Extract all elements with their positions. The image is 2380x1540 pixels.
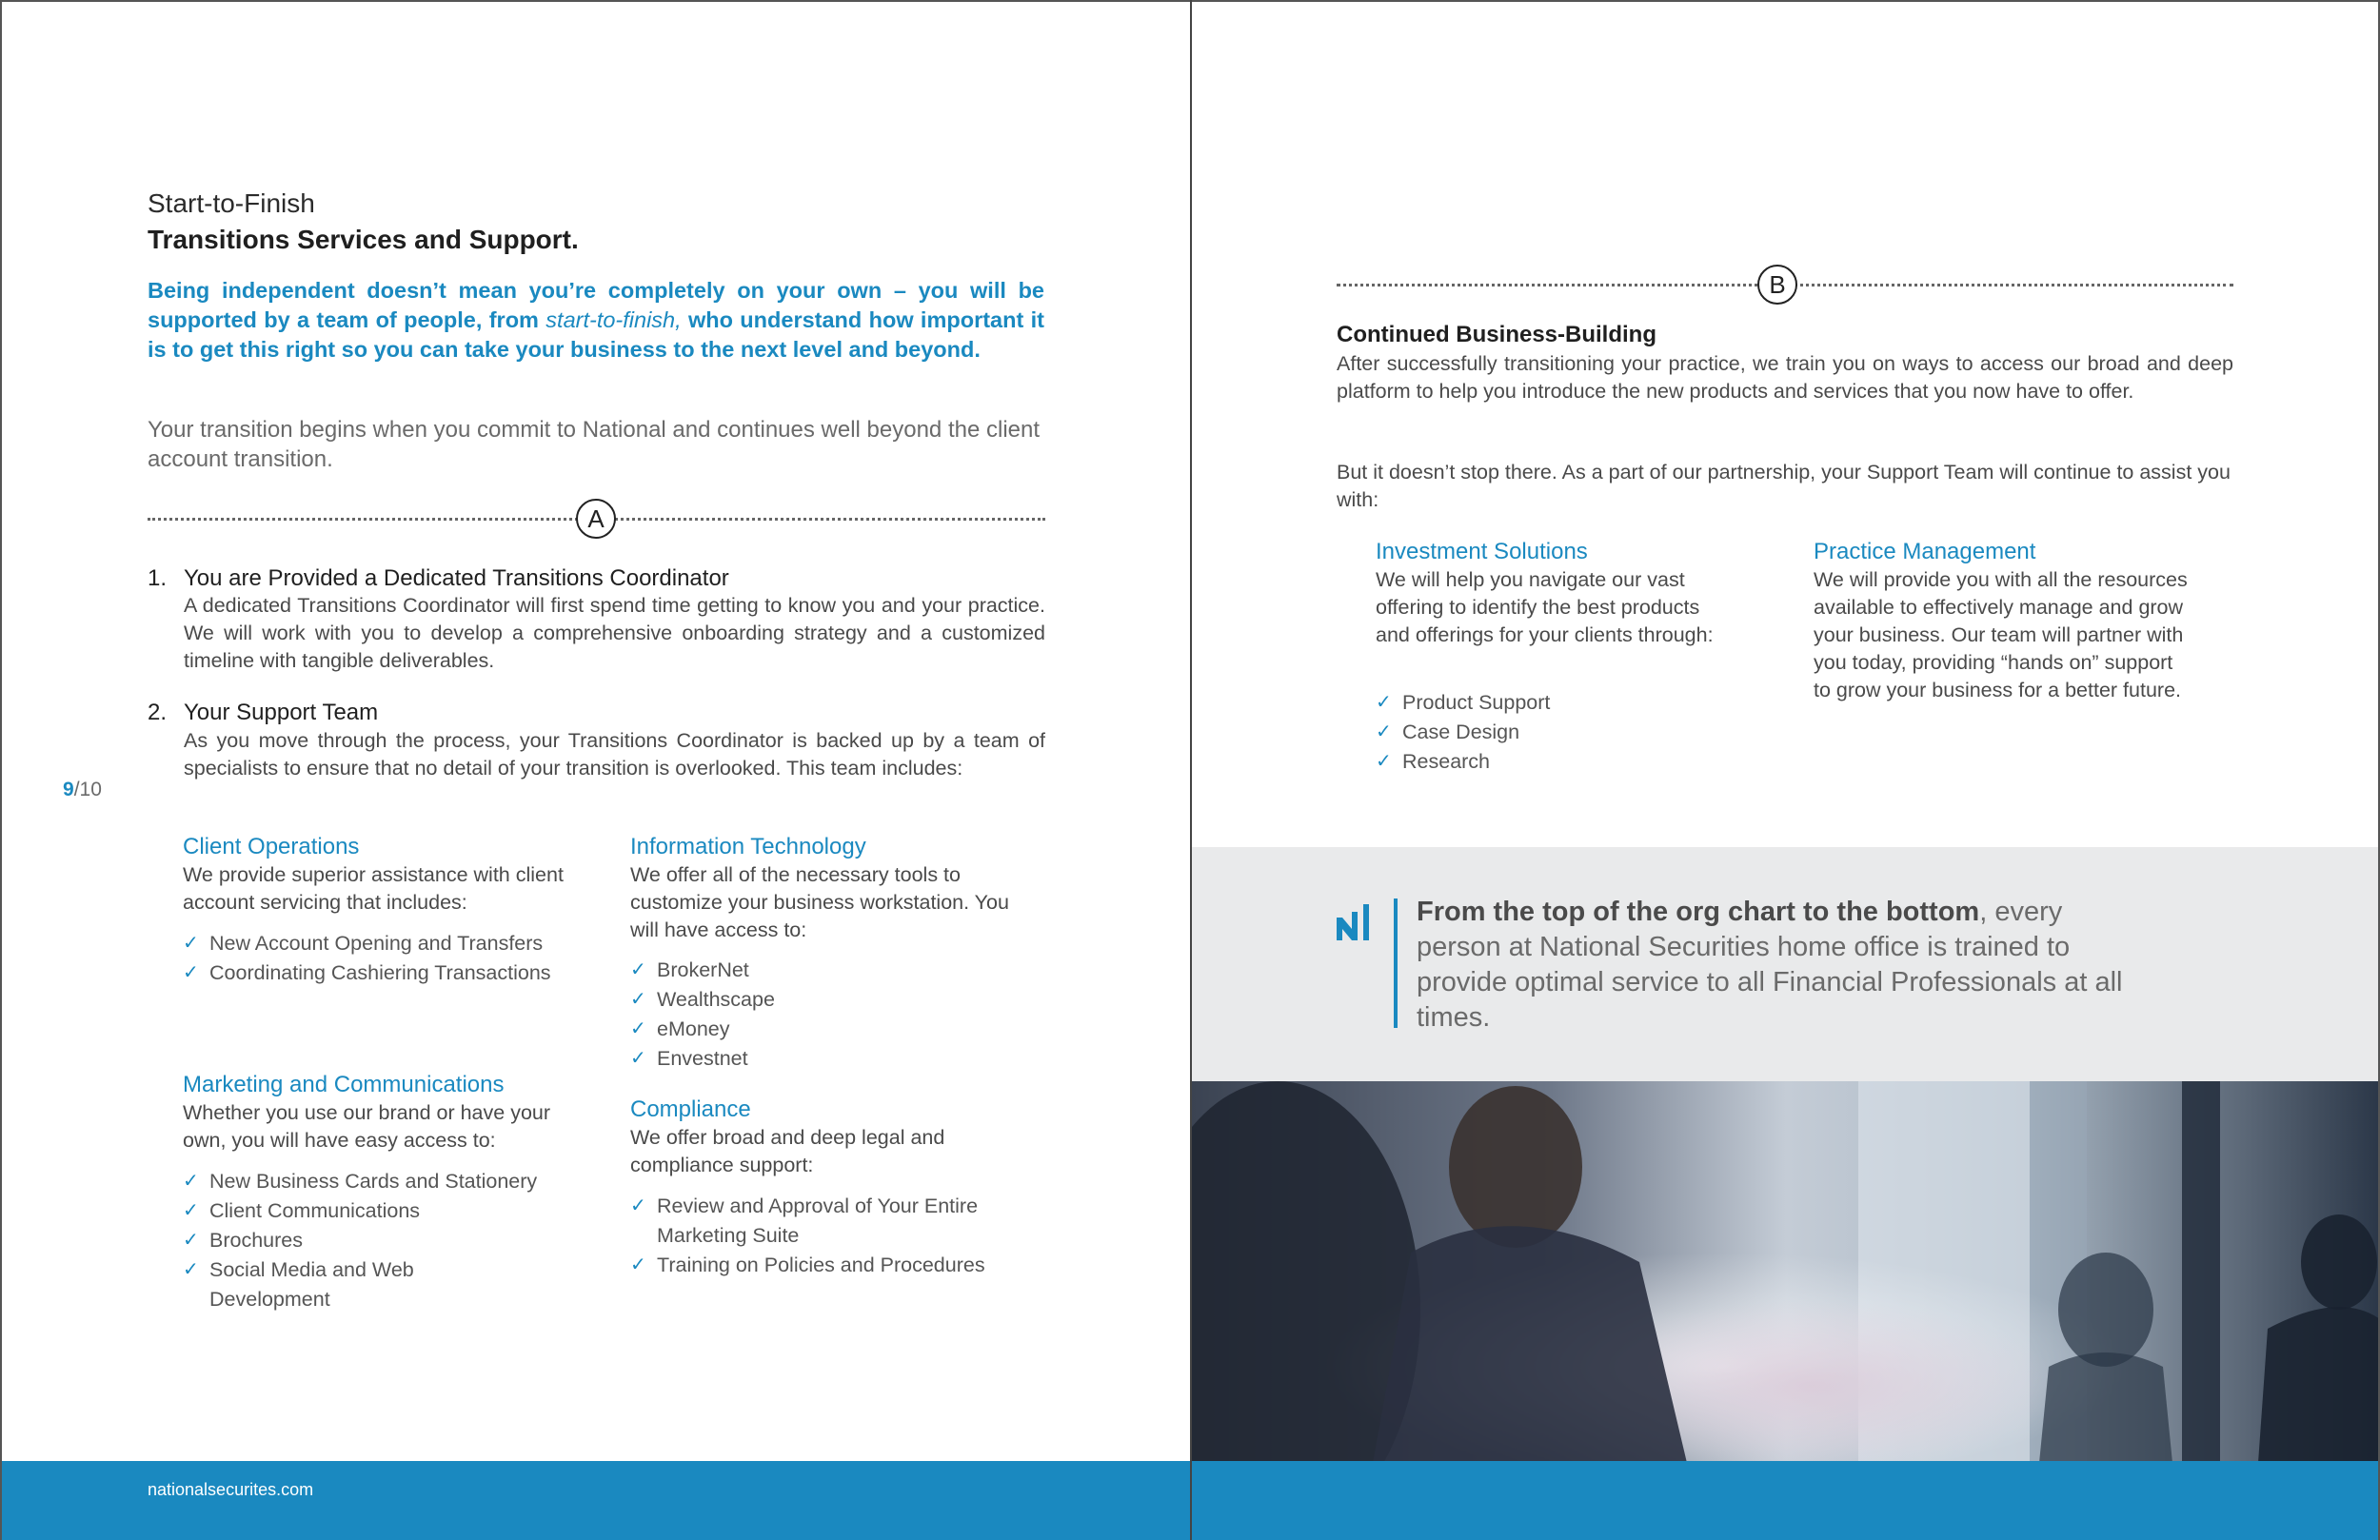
compliance-text: We offer broad and deep legal and compliance support:	[630, 1126, 945, 1176]
lead-paragraph	[148, 276, 1044, 365]
client-operations-list	[183, 929, 573, 988]
item-2-text: As you move through the process, your Transitions Coordinator is backed up by a team of specialists to ensure that no detail of your transition is overlooked. This team includes:	[184, 729, 1045, 780]
footer-bar	[2, 1461, 1190, 1540]
section-kicker: Start-to-Finish	[148, 188, 315, 218]
item-2-heading	[148, 700, 378, 726]
investment-solutions-list	[1376, 688, 1718, 777]
check-icon: ✓	[1376, 692, 1392, 713]
check-icon: ✓	[630, 989, 646, 1010]
page-number-current: 9	[63, 779, 74, 800]
check-icon: ✓	[183, 1259, 199, 1280]
quote-text	[1417, 895, 2140, 1036]
list-item: ✓ Research	[1376, 747, 1718, 777]
list-item: ✓ Envestnet	[630, 1044, 1011, 1074]
information-technology-title: Information Technology	[630, 834, 866, 859]
page-number-total: /10	[73, 779, 102, 800]
lead-text-1: Being independent doesn’t mean you’re completely on your own – you will be supported by a team of people, from	[148, 278, 1044, 332]
list-item: ✓ Training on Policies and Procedures	[630, 1251, 1040, 1280]
compliance-list	[630, 1192, 1040, 1280]
check-icon: ✓	[630, 1254, 646, 1275]
check-icon: ✓	[630, 1018, 646, 1039]
item-1-text: A dedicated Transitions Coordinator will first spend time getting to know you and your practice. We will work with you to develop a comprehensive onboarding strategy and a customized timeline with tangible deliverables.	[184, 594, 1045, 672]
list-item: ✓ Brochures	[183, 1226, 592, 1255]
list-item: ✓ New Account Opening and Transfers	[183, 929, 573, 958]
item-1-heading	[148, 565, 729, 592]
investment-solutions-text: We will help you navigate our vast offering to identify the best products and offerings for your clients through:	[1376, 568, 1714, 646]
section-marker-b: B	[1757, 265, 1797, 305]
item-2-title: Your Support Team	[184, 700, 379, 725]
check-icon: ✓	[183, 933, 199, 954]
information-technology-text: We offer all of the necessary tools to customize your business workstation. You will have access to:	[630, 863, 1009, 941]
marketing-text: Whether you use our brand or have your own, you will have easy access to:	[183, 1101, 551, 1152]
footer-bar-right	[1192, 1461, 2380, 1540]
list-item: ✓ Product Support	[1376, 688, 1718, 718]
compliance-title: Compliance	[630, 1096, 751, 1122]
check-icon: ✓	[630, 959, 646, 980]
national-logo-icon	[1337, 900, 1377, 945]
page-number	[63, 779, 102, 801]
check-icon: ✓	[183, 962, 199, 983]
list-item: ✓ New Business Cards and Stationery	[183, 1167, 592, 1196]
lead-italic: start-to-finish,	[545, 307, 682, 332]
information-technology-list	[630, 956, 1011, 1074]
intro-paragraph: Your transition begins when you commit to National and continues well beyond the client account transition.	[148, 417, 1041, 472]
page-title: Transitions Services and Support.	[148, 225, 579, 254]
check-icon: ✓	[183, 1200, 199, 1221]
business-building-text: After successfully transitioning your practice, we train you on ways to access our broad and deep platform to help you introduce the new products and services that you now have to offer.	[1337, 352, 2233, 403]
right-page	[1192, 0, 2380, 1540]
check-icon: ✓	[1376, 751, 1392, 772]
client-operations-title: Client Operations	[183, 834, 360, 859]
item-1-title: You are Provided a Dedicated Transitions Coordinator	[184, 565, 729, 591]
quote-emphasis: From the top of the org chart to the bottom	[1417, 897, 1980, 927]
check-icon: ✓	[630, 1195, 646, 1216]
business-building-text-2: But it doesn’t stop there. As a part of our partnership, your Support Team will continue to assist you with:	[1337, 461, 2231, 511]
client-operations-text: We provide superior assistance with client account servicing that includes:	[183, 863, 564, 914]
list-item: ✓ BrokerNet	[630, 956, 1011, 985]
list-item: ✓ eMoney	[630, 1015, 1011, 1044]
quote-accent-bar	[1394, 898, 1398, 1028]
marketing-title: Marketing and Communications	[183, 1072, 505, 1097]
check-icon: ✓	[183, 1171, 199, 1192]
marketing-list	[183, 1167, 592, 1314]
list-item: ✓ Review and Approval of Your Entire Marketing Suite	[630, 1192, 1030, 1251]
practice-management-text: We will provide you with all the resources available to effectively manage and grow your business. Our team will partner with you today, providing “hands on” support to grow your business for a better future.	[1814, 568, 2188, 701]
item-1-number: 1.	[148, 565, 168, 591]
footer-url-link[interactable]: nationalsecurites.com	[148, 1480, 314, 1499]
check-icon: ✓	[1376, 721, 1392, 742]
office-photo	[1192, 1081, 2380, 1463]
list-item: ✓ Client Communications	[183, 1196, 592, 1226]
check-icon: ✓	[630, 1048, 646, 1069]
practice-management-title: Practice Management	[1814, 539, 2036, 564]
lead-text-2: who understand how important it is to get this right so you can take your business to the next level and beyond.	[148, 307, 1044, 362]
list-item: ✓ Case Design	[1376, 718, 1718, 747]
business-building-title: Continued Business-Building	[1337, 322, 1656, 347]
investment-solutions-title: Investment Solutions	[1376, 539, 1588, 564]
list-item: ✓ Wealthscape	[630, 985, 1011, 1015]
check-icon: ✓	[183, 1230, 199, 1251]
list-item: ✓ Social Media and Web Development	[183, 1255, 468, 1314]
quote-rest: , every person at National Securities home office is trained to provide optimal service to all Financial Professionals at all times.	[1417, 897, 2123, 1033]
item-2-number: 2.	[148, 700, 168, 725]
list-item: ✓ Coordinating Cashiering Transactions	[183, 958, 573, 988]
section-marker-a: A	[576, 499, 616, 539]
